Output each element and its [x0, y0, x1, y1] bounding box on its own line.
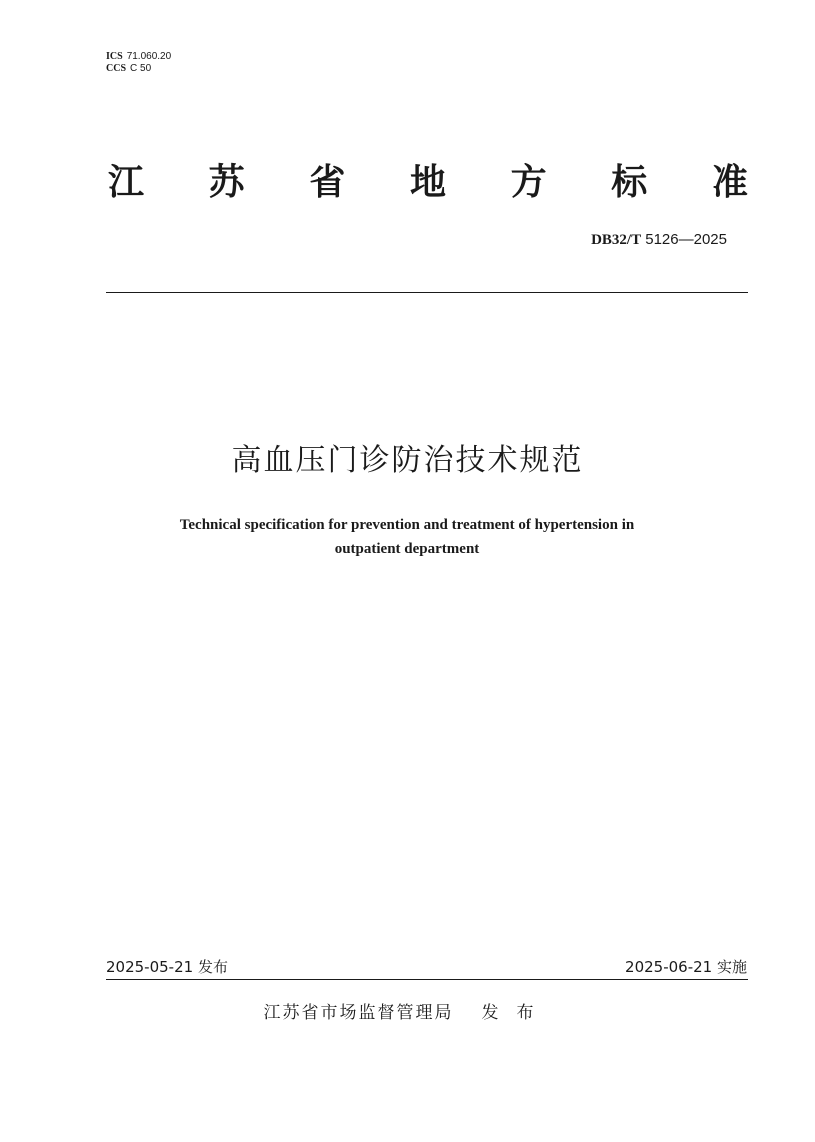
ccs-code [106, 63, 171, 75]
header-divider [106, 292, 748, 293]
standard-type-heading [108, 160, 748, 206]
issuer-line [0, 1002, 815, 1024]
issue-action: 发布 [481, 1003, 552, 1023]
standard-type-char: 地 [409, 162, 446, 203]
standard-number [591, 231, 727, 249]
standard-number-value: 5126—2025 [645, 231, 727, 248]
issuing-organization: 江苏省市场监督管理局 [263, 1003, 454, 1023]
ics-label: ICS [106, 51, 123, 62]
standard-type-char: 方 [510, 162, 547, 203]
standard-type-char: 苏 [208, 162, 245, 203]
classification-codes [106, 51, 171, 75]
ccs-value: C 50 [130, 63, 152, 74]
standard-number-prefix: DB32/T [591, 232, 642, 248]
english-title-line: outpatient department [334, 541, 480, 557]
standard-type-char: 省 [309, 162, 346, 203]
issue-date: 2025-05-21 发布 [106, 958, 228, 976]
ccs-label: CCS [106, 63, 127, 74]
standard-type-char: 准 [711, 162, 748, 203]
document-title: 高血压门诊防治技术规范 [231, 443, 584, 478]
english-title [107, 513, 707, 561]
footer-divider [106, 979, 748, 980]
implementation-date: 2025-06-21 实施 [625, 958, 747, 976]
standard-type-char: 江 [108, 162, 145, 203]
ics-code [106, 51, 171, 63]
standard-type-char: 标 [611, 162, 648, 203]
ics-value: 71.060.20 [126, 51, 172, 62]
english-title-line: Technical specification for prevention and treatment of hypertension in [179, 517, 635, 533]
